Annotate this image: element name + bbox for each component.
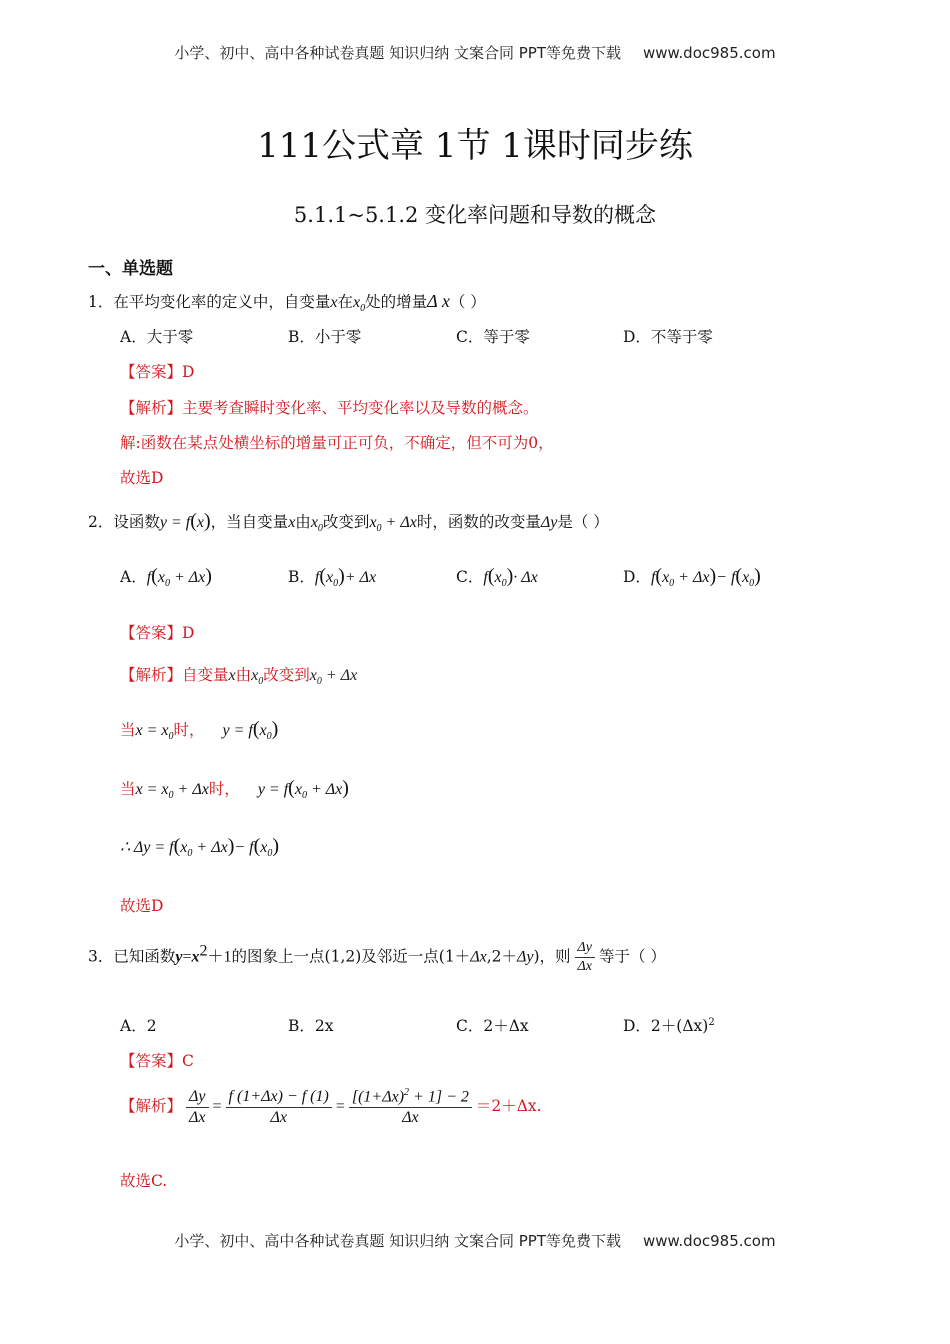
q2-option-b[interactable]: B．$f(x_0)+ \Delta x$ [288, 565, 377, 590]
q3-option-a[interactable]: A．2 [120, 1017, 157, 1035]
q3-option-b[interactable]: B．2x [288, 1017, 334, 1035]
page-header [0, 42, 950, 63]
q1-option-a[interactable]: A．大于零 [120, 328, 194, 346]
header-site-link[interactable]: www.doc985.com [642, 44, 776, 62]
question-2-stem: 2．设函数y = f(x)，当自变量x由$x_0$改变到$x_0 + \Delta x$时，函数的改变量Δy是（ ） [88, 510, 609, 535]
q1-explanation: 【解析】主要考查瞬时变化率、平均变化率以及导数的概念。 [120, 399, 539, 417]
q2-option-a[interactable]: A．$f(x_0 + \Delta x)$ [120, 565, 212, 590]
q3-explanation: 【解析】 $\frac{\Delta y}{\Delta x}$ = $\frac{f (1+\Delta x) - f (1)}{\Delta x}$ = $\frac{[(1+\Delta x)^2 + 1] - 2}{\Delta x}$ ＝2＋Δx. [120, 1087, 542, 1127]
q3-option-d[interactable]: D．$2+(\Delta x)^2$ [623, 1016, 715, 1035]
page-footer [0, 1230, 950, 1251]
q3-option-c[interactable]: C．2＋Δx [456, 1017, 529, 1035]
q2-step-1: 当$x = x_0$时， $y = f(x_0)$ [120, 718, 279, 743]
q2-option-c[interactable]: C．$f(x_0)\cdot \Delta x$ [456, 565, 538, 590]
page-subtitle: 5.1.1~5.1.2 变化率问题和导数的概念 [293, 203, 657, 227]
q1-option-c[interactable]: C．等于零 [456, 328, 530, 346]
page-title: 111公式章 1节 1课时同步练 [257, 126, 693, 166]
footer-text: 小学、初中、高中各种试卷真题 知识归纳 文案合同 PPT等免费下载 [174, 1232, 621, 1250]
q1-choose: 故选D [120, 469, 164, 487]
q1-explanation-detail: 解:函数在某点处横坐标的增量可正可负，不确定，但不可为0， [120, 434, 554, 452]
q1-option-d[interactable]: D．不等于零 [623, 328, 713, 346]
q1-option-b[interactable]: B．小于零 [288, 328, 362, 346]
q2-option-d[interactable]: D．$f(x_0 + \Delta x)- f(x_0)$ [623, 565, 761, 590]
footer-site-link[interactable]: www.doc985.com [642, 1232, 776, 1250]
section-heading: 一、单选题 [88, 259, 173, 279]
header-text: 小学、初中、高中各种试卷真题 知识归纳 文案合同 PPT等免费下载 [174, 44, 621, 62]
q2-choose: 故选D [120, 897, 164, 915]
q1-answer: 【答案】D [120, 363, 195, 381]
q2-step-3: ∴ $\Delta y = f(x_0 + \Delta x)- f(x_0)$ [120, 835, 280, 860]
question-3-stem: 3．已知函数$y=x^2+1$的图象上一点(1,2)及邻近一点(1＋Δx,2＋Δy)，则 $\frac{\Delta y}{\Delta x}$ 等于（ ） [88, 940, 666, 974]
q3-choose: 故选C. [120, 1172, 168, 1190]
q3-answer: 【答案】C [120, 1052, 194, 1070]
q2-step-2: 当$x = x_0 + \Delta x$时， $y = f(x_0 + \Delta x)$ [120, 777, 349, 802]
question-1-stem: 1．在平均变化率的定义中，自变量x在$x_0$处的增量Δ x（ ） [88, 291, 486, 315]
q2-answer: 【答案】D [120, 624, 195, 642]
q2-explanation: 【解析】自变量x由$x_0$改变到$x_0 + \Delta x$ [120, 666, 358, 688]
